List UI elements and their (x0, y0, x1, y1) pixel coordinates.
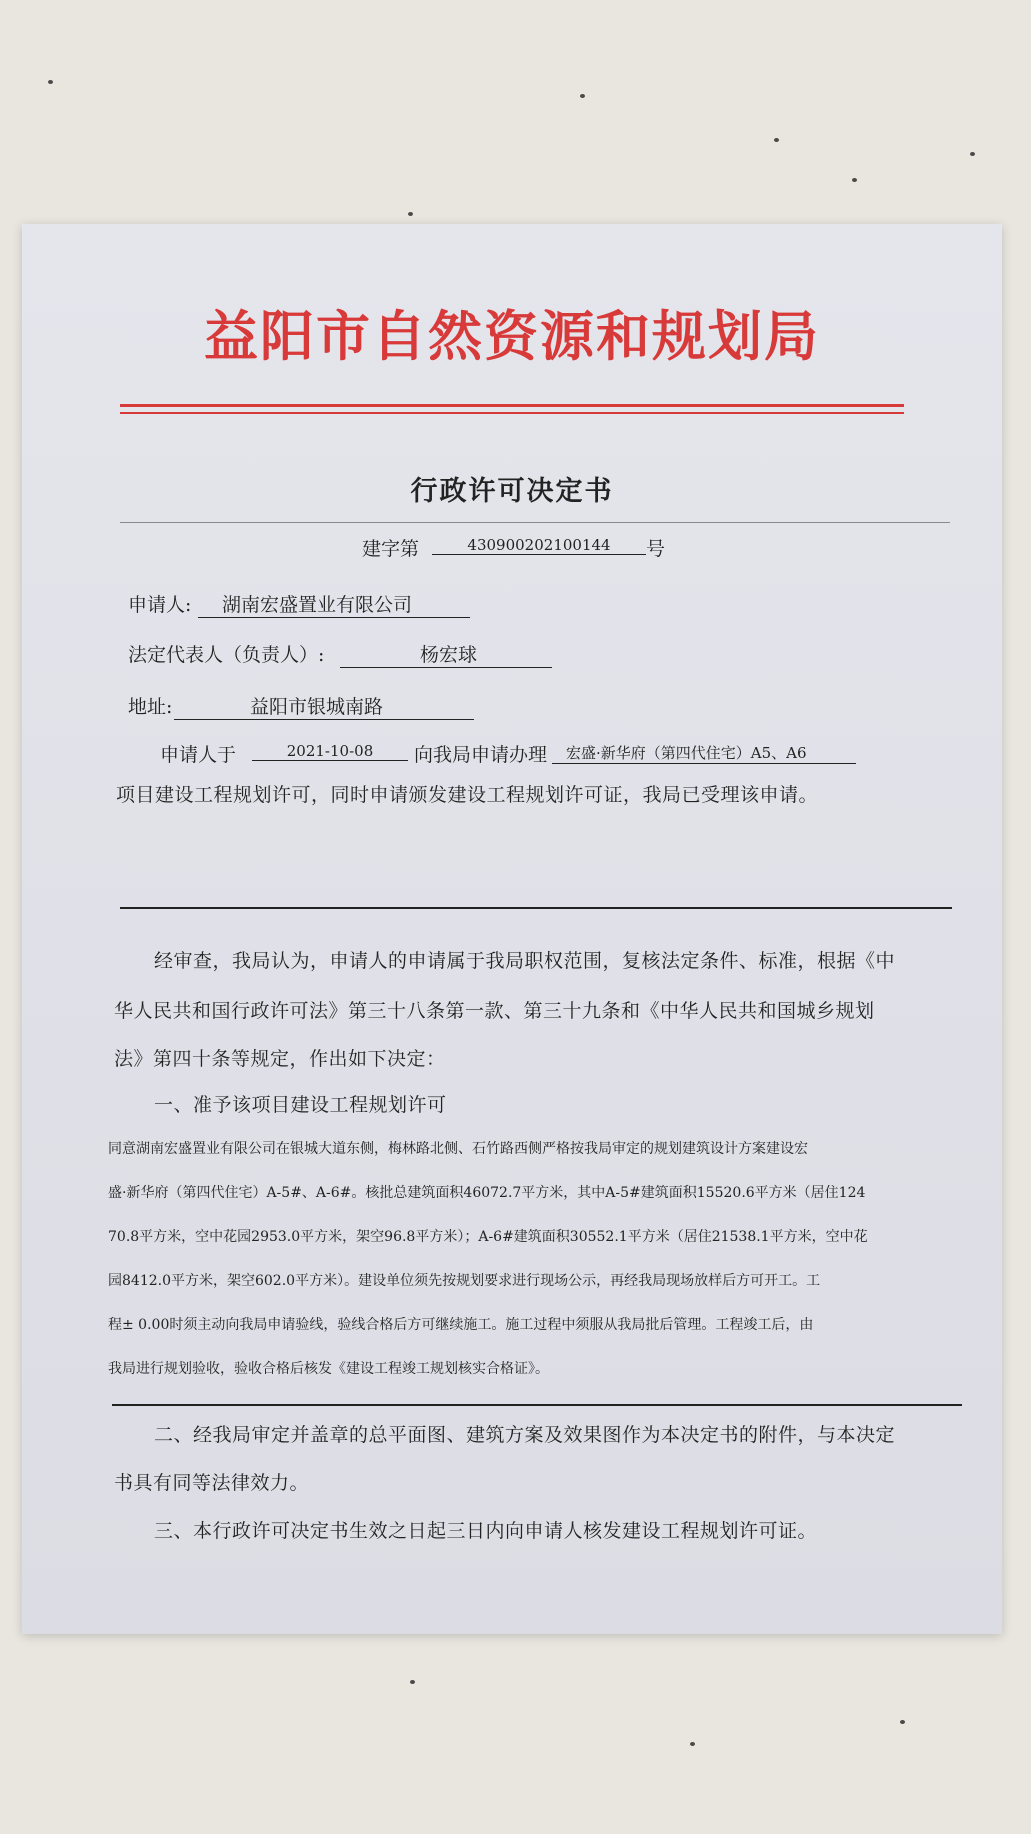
application-project: 宏盛·新华府（第四代住宅）A5、A6 (552, 742, 856, 764)
wall-speck (900, 1720, 905, 1724)
wall-speck (970, 152, 975, 156)
address-label: 地址: (128, 696, 173, 718)
representative-label: 法定代表人（负责人）: (128, 644, 325, 666)
section-divider (112, 1404, 962, 1406)
wall-speck (48, 80, 53, 84)
title-divider (120, 522, 950, 523)
wall-speck (852, 178, 857, 182)
decision3-line: 三、本行政许可决定书生效之日起三日内向申请人核发建设工程规划许可证。 (154, 1520, 818, 1542)
representative-value: 杨宏球 (340, 640, 552, 668)
decision1-heading: 一、准予该项目建设工程规划许可 (154, 1094, 447, 1116)
header-red-rule (120, 404, 904, 407)
decision2-line: 书具有同等法律效力。 (114, 1472, 310, 1494)
section-divider (120, 907, 952, 909)
decision1-line: 园8412.0平方米，架空602.0平方米）。建设单位须先按规划要求进行现场公示，再经我局现场放样后方可开工。工 (108, 1273, 821, 1289)
review-line: 华人民共和国行政许可法》第三十八条第一款、第三十九条和《中华人民共和国城乡规划 (114, 1000, 875, 1022)
application-date: 2021-10-08 (252, 742, 408, 761)
decision1-line: 同意湖南宏盛置业有限公司在银城大道东侧，梅林路北侧、石竹路西侧严格按我局审定的规划建筑设计方案建设宏 (108, 1141, 808, 1157)
decision2-line: 二、经我局审定并盖章的总平面图、建筑方案及效果图作为本决定书的附件，与本决定 (154, 1424, 896, 1446)
wall-speck (690, 1742, 695, 1746)
review-line: 法》第四十条等规定，作出如下决定： (114, 1048, 446, 1070)
decision1-line: 程± 0.00时须主动向我局申请验线，验线合格后方可继续施工。施工过程中须服从我局批后管理。工程竣工后，由 (108, 1317, 814, 1333)
application-prefix: 申请人于 (160, 744, 237, 766)
applicant-value: 湖南宏盛置业有限公司 (198, 590, 470, 618)
wall-speck (408, 212, 413, 216)
number-prefix: 建字第 (362, 538, 420, 560)
header-red-rule (120, 412, 904, 414)
wall-speck (580, 94, 585, 98)
decision1-line: 70.8平方米，空中花园2953.0平方米，架空96.8平方米）；A-6#建筑面积30552.1平方米（居住21538.1平方米，空中花 (108, 1229, 868, 1245)
decision1-line: 我局进行规划验收，验收合格后核发《建设工程竣工规划核实合格证》。 (108, 1361, 549, 1377)
application-line2: 项目建设工程规划许可，同时申请颁发建设工程规划许可证，我局已受理该申请。 (116, 784, 819, 806)
application-middle: 向我局申请办理 (414, 744, 548, 766)
wall-speck (774, 138, 779, 142)
document-number: 430900202100144 (432, 536, 646, 555)
wall-speck (410, 1680, 415, 1684)
applicant-label: 申请人: (128, 594, 192, 616)
number-suffix: 号 (646, 538, 666, 560)
review-line: 经审查，我局认为，申请人的申请属于我局职权范围，复核法定条件、标准，根据《中 (154, 950, 896, 972)
document-page (22, 224, 1002, 1634)
agency-header: 益阳市自然资源和规划局 (204, 305, 820, 368)
decision1-line: 盛·新华府（第四代住宅）A-5#、A-6#。核批总建筑面积46072.7平方米，其中A-5#建筑面积15520.6平方米（居住124 (108, 1185, 866, 1201)
document-title: 行政许可决定书 (410, 476, 614, 507)
address-value: 益阳市银城南路 (174, 692, 474, 720)
